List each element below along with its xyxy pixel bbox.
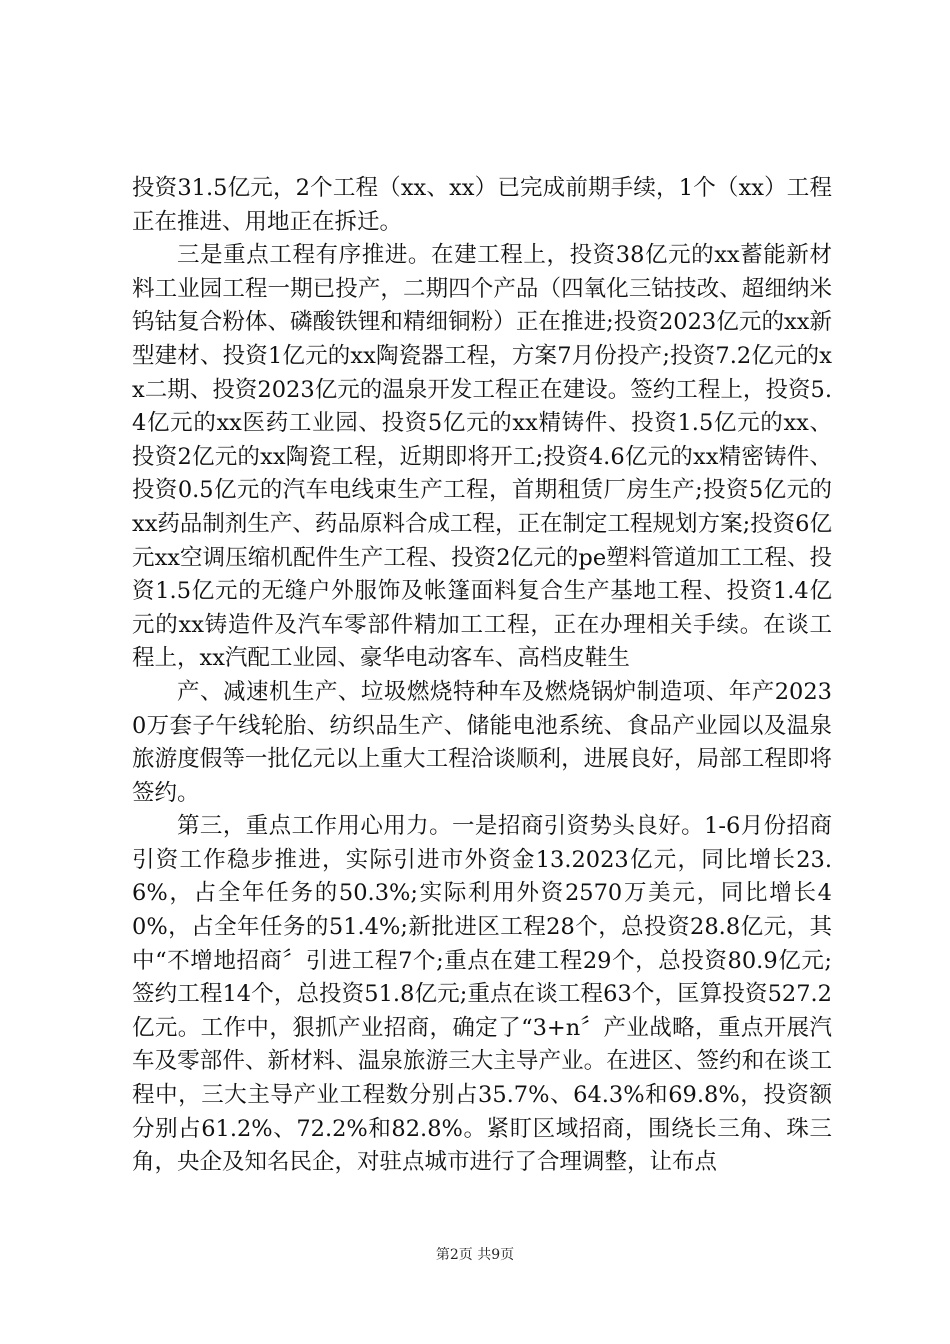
document-body	[132, 172, 832, 1180]
paragraph-2: 三是重点工程有序推进。在建工程上，投资38亿元的xx蓄能新材料工业园工程一期已投产，二期四个产品（四氧化三钴技改、超细纳米钨钴复合粉体、磷酸铁锂和精细铜粉）正在推进;投资2023亿元的xx新型建材、投资1亿元的xx陶瓷器工程，方案7月份投产;投资7.2亿元的xx二期、投资2023亿元的温泉开发工程正在建设。签约工程上，投资5.4亿元的xx医药工业园、投资5亿元的xx精铸件、投资1.5亿元的xx、投资2亿元的xx陶瓷工程，近期即将开工;投资4.6亿元的xx精密铸件、投资0.5亿元的汽车电线束生产工程，首期租赁厂房生产;投资5亿元的xx药品制剂生产、药品原料合成工程，正在制定工程规划方案;投资6亿元xx空调压缩机配件生产工程、投资2亿元的pe塑料管道加工工程、投资1.5亿元的无缝户外服饰及帐篷面料复合生产基地工程、投资1.4亿元的xx铸造件及汽车零部件精加工工程，正在办理相关手续。在谈工程上，xx汽配工业园、豪华电动客车、高档皮鞋生	[132, 242, 832, 672]
paragraph-1: 投资31.5亿元，2个工程（xx、xx）已完成前期手续，1个（xx）工程正在推进、用地正在拆迁。	[132, 175, 832, 235]
paragraph-3: 产、减速机生产、垃圾燃烧特种车及燃烧锅炉制造项、年产20230万套子午线轮胎、纺织品生产、储能电池系统、食品产业园以及温泉旅游度假等一批亿元以上重大工程洽谈顺利，进展良好，局部工程即将签约。	[132, 678, 832, 806]
paragraph-4: 第三，重点工作用心用力。一是招商引资势头良好。1-6月份招商引资工作稳步推进，实际引进市外资金13.2023亿元，同比增长23.6%，占全年任务的50.3%;实际利用外资2570万美元，同比增长40%，占全年任务的51.4%;新批进区工程28个，总投资28.8亿元，其中“不增地招商〞引进工程7个;重点在建工程29个，总投资80.9亿元;签约工程14个，总投资51.8亿元;重点在谈工程63个，匡算投资527.2亿元。工作中，狠抓产业招商，确定了“3+n〞产业战略，重点开展汽车及零部件、新材料、温泉旅游三大主导产业。在进区、签约和在谈工程中，三大主导产业工程数分别占35.7%、64.3%和69.8%，投资额分别占61.2%、72.2%和82.8%。紧盯区域招商，围绕长三角、珠三角，央企及知名民企，对驻点城市进行了合理调整，让布点	[132, 813, 832, 1176]
page-number-footer: 第2页 共9页	[435, 1247, 515, 1263]
